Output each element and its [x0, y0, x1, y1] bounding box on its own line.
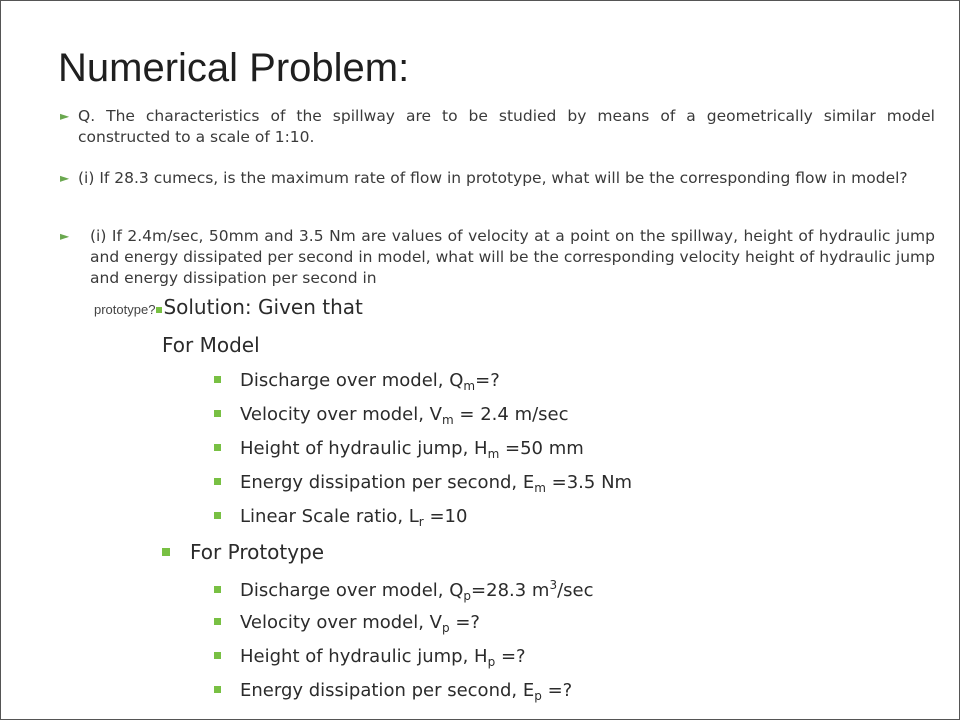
- question-item: [60, 168, 935, 189]
- prototype-heading-row: [162, 540, 324, 564]
- square-bullet-icon: [214, 376, 221, 383]
- list-item: Energy dissipation per second, $E_m =3.5$ Nm: [214, 472, 632, 495]
- square-bullet-icon: [214, 478, 221, 485]
- square-bullet-icon: [156, 307, 162, 313]
- list-item: Velocity over model, $V_p$ =?: [214, 612, 480, 635]
- question-text: (i) If 2.4m/sec, 50mm and 3.5 Nm are values of velocity at a point on the spillway, height of hydraulic jump and energy dissipated per second in model, what will be the corresponding velocity height of hydraulic jump and energy dissipation per second in: [90, 227, 935, 287]
- prototype-heading: For Prototype: [190, 540, 325, 564]
- square-bullet-icon: [162, 548, 170, 556]
- square-bullet-icon: [214, 410, 221, 417]
- solution-heading: Solution: Given that: [163, 295, 363, 319]
- square-bullet-icon: [214, 686, 221, 693]
- square-bullet-icon: [214, 444, 221, 451]
- square-bullet-icon: [214, 512, 221, 519]
- question-item: [60, 226, 935, 289]
- list-item: Velocity over model, $V_m = 2.4$ m/sec: [214, 404, 569, 427]
- question-text: (i) If 28.3 cumecs, is the maximum rate of flow in prototype, what will be the corresponding flow in model?: [78, 169, 908, 187]
- solution-heading-row: [94, 295, 363, 319]
- list-item: Discharge over model, $Q_p=28.3$ $m^3/\sec$: [214, 578, 594, 603]
- list-item: Linear Scale ratio, $L_r =10$: [214, 506, 467, 529]
- square-bullet-icon: [214, 652, 221, 659]
- list-item: Discharge over model, $Q_m=$?: [214, 370, 500, 393]
- list-item: Height of hydraulic jump, $H_p$ =?: [214, 646, 526, 669]
- triangle-bullet-icon: ►: [60, 171, 70, 185]
- square-bullet-icon: [214, 618, 221, 625]
- list-item: Height of hydraulic jump, $H_m =50$ mm: [214, 438, 584, 461]
- model-heading: For Model: [162, 333, 260, 357]
- triangle-bullet-icon: ►: [60, 229, 70, 243]
- question-text: Q. The characteristics of the spillway are to be studied by means of a geometrically similar model constructed to a scale of 1:10.: [78, 107, 935, 146]
- question-tail-text: prototype?: [94, 302, 156, 317]
- triangle-bullet-icon: ►: [60, 109, 70, 123]
- list-item: Energy dissipation per second, $E_p$ =?: [214, 680, 572, 703]
- slide-title: Numerical Problem:: [58, 46, 410, 90]
- question-item: [60, 106, 935, 148]
- square-bullet-icon: [214, 586, 221, 593]
